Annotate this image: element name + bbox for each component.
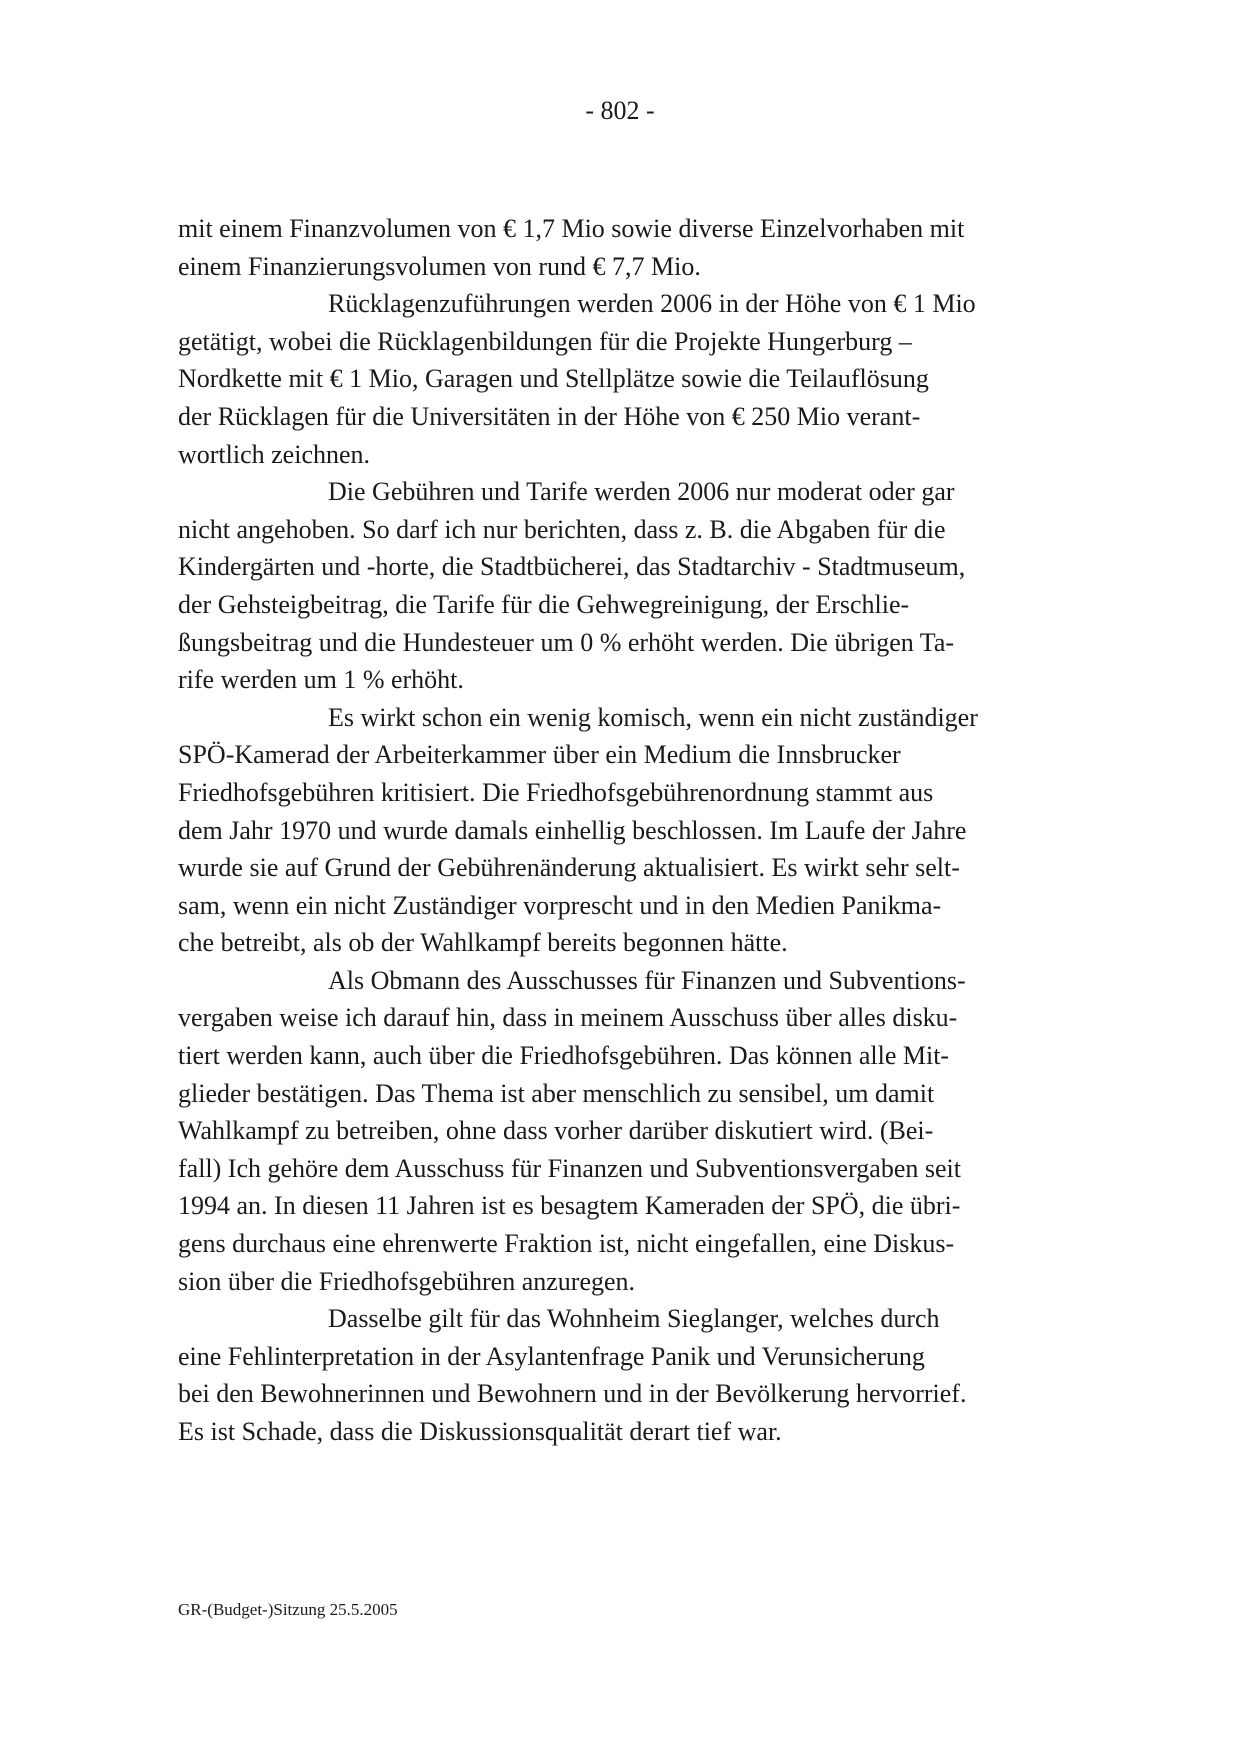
text-line: Kindergärten und -horte, die Stadtbücherei, das Stadtarchiv - Stadtmuseum, xyxy=(178,552,966,582)
text-line: getätigt, wobei die Rücklagenbildungen für die Projekte Hungerburg – xyxy=(178,326,912,356)
body-text xyxy=(178,210,1068,1451)
text-line: tiert werden kann, auch über die Friedhofsgebühren. Das können alle Mit- xyxy=(178,1041,950,1071)
text-line: glieder bestätigen. Das Thema ist aber menschlich zu sensibel, um damit xyxy=(178,1078,935,1108)
text-line: SPÖ-Kamerad der Arbeiterkammer über ein Medium die Innsbrucker xyxy=(178,740,901,770)
text-line: wortlich zeichnen. xyxy=(178,439,371,469)
paragraph-start-line: Die Gebühren und Tarife werden 2006 nur moderat oder gar xyxy=(328,477,955,507)
text-line: 1994 an. In diesen 11 Jahren ist es besagtem Kameraden der SPÖ, die übri- xyxy=(178,1191,961,1221)
text-line: ßungsbeitrag und die Hundesteuer um 0 % erhöht werden. Die übrigen Ta- xyxy=(178,627,955,657)
paragraph-start-line: Als Obmann des Ausschusses für Finanzen und Subventions- xyxy=(328,965,966,995)
text-line: nicht angehoben. So darf ich nur berichten, dass z. B. die Abgaben für die xyxy=(178,514,946,544)
text-line: fall) Ich gehöre dem Ausschuss für Finanzen und Subventionsvergaben seit xyxy=(178,1153,961,1183)
text-line: rife werden um 1 % erhöht. xyxy=(178,665,464,695)
paragraph-start-line: Dasselbe gilt für das Wohnheim Sieglanger, welches durch xyxy=(328,1304,940,1334)
text-line: che betreibt, als ob der Wahlkampf bereits begonnen hätte. xyxy=(178,928,788,958)
text-line: bei den Bewohnerinnen und Bewohnern und in der Bevölkerung hervorrief. xyxy=(178,1379,967,1409)
paragraph-start-line: Es wirkt schon ein wenig komisch, wenn ein nicht zuständiger xyxy=(328,702,978,732)
text-line: Wahlkampf zu betreiben, ohne dass vorher darüber diskutiert wird. (Bei- xyxy=(178,1116,934,1146)
text-line: mit einem Finanzvolumen von € 1,7 Mio sowie diverse Einzelvorhaben mit xyxy=(178,214,965,243)
text-line: gens durchaus eine ehrenwerte Fraktion ist, nicht eingefallen, eine Diskus- xyxy=(178,1229,955,1259)
page-number: - 802 - xyxy=(585,96,655,125)
text-line: Nordkette mit € 1 Mio, Garagen und Stellplätze sowie die Teilauflösung xyxy=(178,364,929,394)
text-line: der Rücklagen für die Universitäten in der Höhe von € 250 Mio verant- xyxy=(178,401,921,431)
text-line: vergaben weise ich darauf hin, dass in meinem Ausschuss über alles disku- xyxy=(178,1003,958,1033)
text-line: wurde sie auf Grund der Gebührenänderung aktualisiert. Es wirkt sehr selt- xyxy=(178,853,960,883)
text-line: sam, wenn ein nicht Zuständiger vorprescht und in den Medien Panikma- xyxy=(178,890,942,920)
text-line: der Gehsteigbeitrag, die Tarife für die Gehwegreinigung, der Erschlie- xyxy=(178,589,910,619)
text-line: dem Jahr 1970 und wurde damals einhellig beschlossen. Im Laufe der Jahre xyxy=(178,815,967,845)
text-line: sion über die Friedhofsgebühren anzuregen. xyxy=(178,1266,636,1296)
footer-session-label: GR-(Budget-)Sitzung 25.5.2005 xyxy=(178,1600,398,1619)
text-line: einem Finanzierungsvolumen von rund € 7,7 Mio. xyxy=(178,251,701,281)
text-line: Es ist Schade, dass die Diskussionsqualität derart tief war. xyxy=(178,1417,782,1446)
paragraph-start-line: Rücklagenzuführungen werden 2006 in der Höhe von € 1 Mio xyxy=(328,289,976,319)
text-line: eine Fehlinterpretation in der Asylantenfrage Panik und Verunsicherung xyxy=(178,1341,925,1371)
text-line: Friedhofsgebühren kritisiert. Die Friedhofsgebührenordnung stammt aus xyxy=(178,777,934,807)
